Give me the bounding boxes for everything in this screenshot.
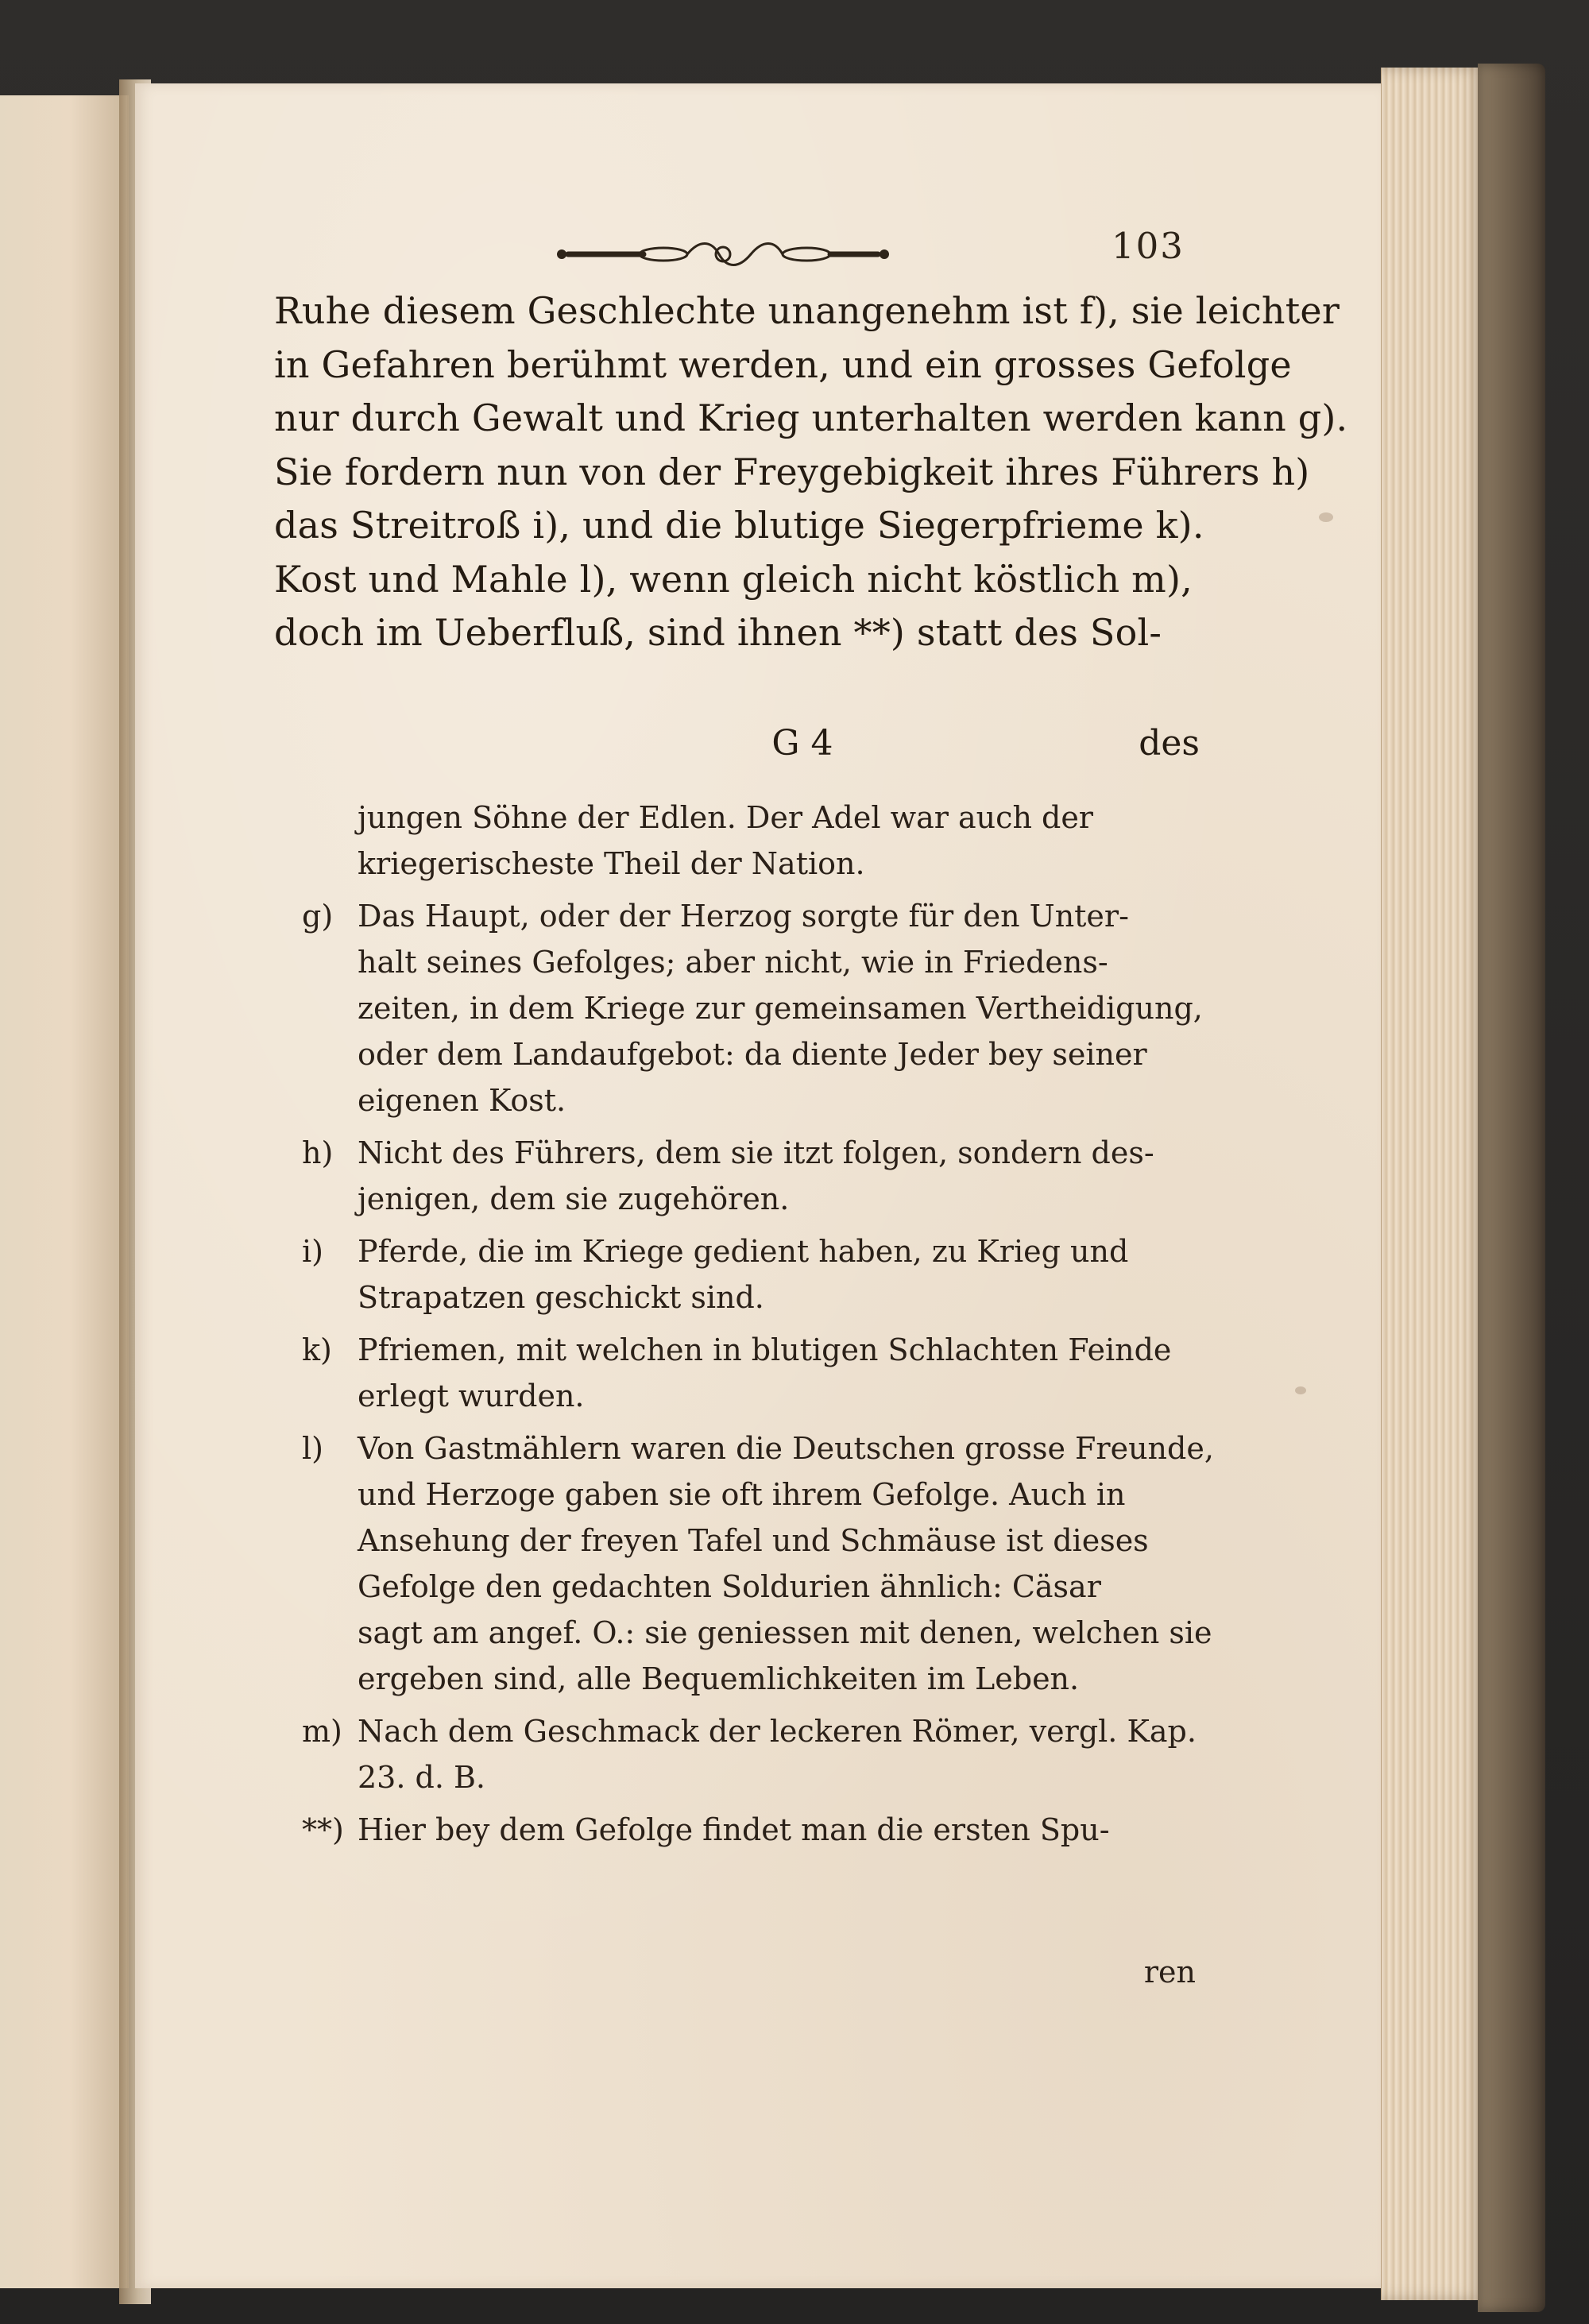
text-line: das Streitroß i), und die blutige Siegerpfrieme k). <box>274 504 1204 547</box>
footnote-text: Nicht des Führers, dem sie itzt folgen, sondern des- <box>358 1135 1154 1170</box>
book-cover-edge <box>1478 64 1545 2312</box>
footnote-line <box>302 1708 1197 1754</box>
paper-stain <box>1319 512 1333 522</box>
footnote-l <box>302 1425 1214 1702</box>
footnote-line: erlegt wurden. <box>358 1379 585 1413</box>
header-ornament <box>552 230 894 278</box>
footnote-g <box>302 893 1203 1123</box>
footnote-line: eigenen Kost. <box>358 1083 566 1118</box>
text-line: Ruhe diesem Geschlechte unangenehm ist f), sie leichter <box>274 289 1340 332</box>
footnote-marker: m) <box>302 1714 342 1749</box>
page-edges <box>1381 68 1485 2300</box>
text-line: in Gefahren berühmt werden, und ein grosses Gefolge <box>274 342 1292 386</box>
footnote-line: oder dem Landaufgebot: da diente Jeder bey seiner <box>358 1037 1147 1072</box>
footnote-m <box>302 1708 1197 1800</box>
footnote-catch-word: ren <box>1143 1955 1196 1990</box>
footnote-marker: i) <box>302 1234 323 1269</box>
footnote-line: jungen Söhne der Edlen. Der Adel war auch der <box>358 800 1093 835</box>
footnote-marker: l) <box>302 1431 323 1466</box>
footnote-double-asterisk <box>302 1807 1188 1853</box>
footnote-line: zeiten, in dem Kriege zur gemeinsamen Vertheidigung, <box>358 991 1203 1026</box>
footnote-line <box>302 1228 1188 1274</box>
footnote-line: 23. d. B. <box>358 1760 485 1795</box>
footnote-line: kriegerischeste Theil der Nation. <box>358 846 865 881</box>
footnote-line: Gefolge den gedachten Soldurien ähnlich: Cäsar <box>358 1569 1101 1604</box>
signature-mark: G 4 <box>771 723 833 764</box>
footnote-line <box>302 1130 1188 1176</box>
text-line: Kost und Mahle l), wenn gleich nicht köstlich m), <box>274 557 1193 601</box>
text-line: nur durch Gewalt und Krieg unterhalten werden kann g). <box>274 396 1348 439</box>
left-page-edge <box>0 95 129 2288</box>
footnote-line: Ansehung der freyen Tafel und Schmäuse ist dieses <box>358 1523 1149 1558</box>
footnote-text: Pfriemen, mit welchen in blutigen Schlachten Feinde <box>358 1332 1172 1367</box>
text-line: doch im Ueberfluß, sind ihnen **) statt des Sol- <box>274 611 1162 654</box>
footnotes <box>302 795 1214 1859</box>
footnote-line <box>302 893 1188 939</box>
footnote-line: und Herzoge gaben sie oft ihrem Gefolge. Auch in <box>358 1477 1126 1512</box>
footnote-i <box>302 1228 1188 1321</box>
footnote-line: sagt am angef. O.: sie geniessen mit denen, welchen sie <box>358 1615 1212 1650</box>
footnote-marker: k) <box>302 1332 332 1367</box>
text-line: Sie fordern nun von der Freygebigkeit ihres Führers h) <box>274 450 1310 493</box>
main-text <box>274 284 1348 660</box>
footnote-text: Hier bey dem Gefolge findet man die ersten Spu- <box>358 1812 1110 1847</box>
footnote-continuation <box>302 795 1188 887</box>
page-number: 103 <box>1112 225 1185 267</box>
footnote-text: Von Gastmählern waren die Deutschen grosse Freunde, <box>358 1431 1214 1466</box>
footnote-line: ergeben sind, alle Bequemlichkeiten im Leben. <box>358 1661 1080 1696</box>
footnote-line: halt seines Gefolges; aber nicht, wie in Friedens- <box>358 945 1108 980</box>
footnote-line <box>302 1807 1188 1853</box>
footnote-line <box>302 1327 1188 1373</box>
footnote-line <box>302 1425 1214 1471</box>
footnote-k <box>302 1327 1188 1419</box>
footnote-text: Pferde, die im Kriege gedient haben, zu Krieg und <box>358 1234 1129 1269</box>
footnote-text: Das Haupt, oder der Herzog sorgte für den Unter- <box>358 899 1129 934</box>
footnote-marker: h) <box>302 1135 334 1170</box>
footnote-marker: g) <box>302 899 334 934</box>
footnote-marker: **) <box>302 1812 344 1847</box>
footnote-text: Nach dem Geschmack der leckeren Römer, vergl. Kap. <box>358 1714 1197 1749</box>
footnote-h <box>302 1130 1188 1222</box>
footnote-line: Strapatzen geschickt sind. <box>358 1280 764 1315</box>
catch-word: des <box>1139 723 1200 764</box>
paper-stain <box>1295 1386 1306 1394</box>
footnote-line: jenigen, dem sie zugehören. <box>358 1181 790 1216</box>
